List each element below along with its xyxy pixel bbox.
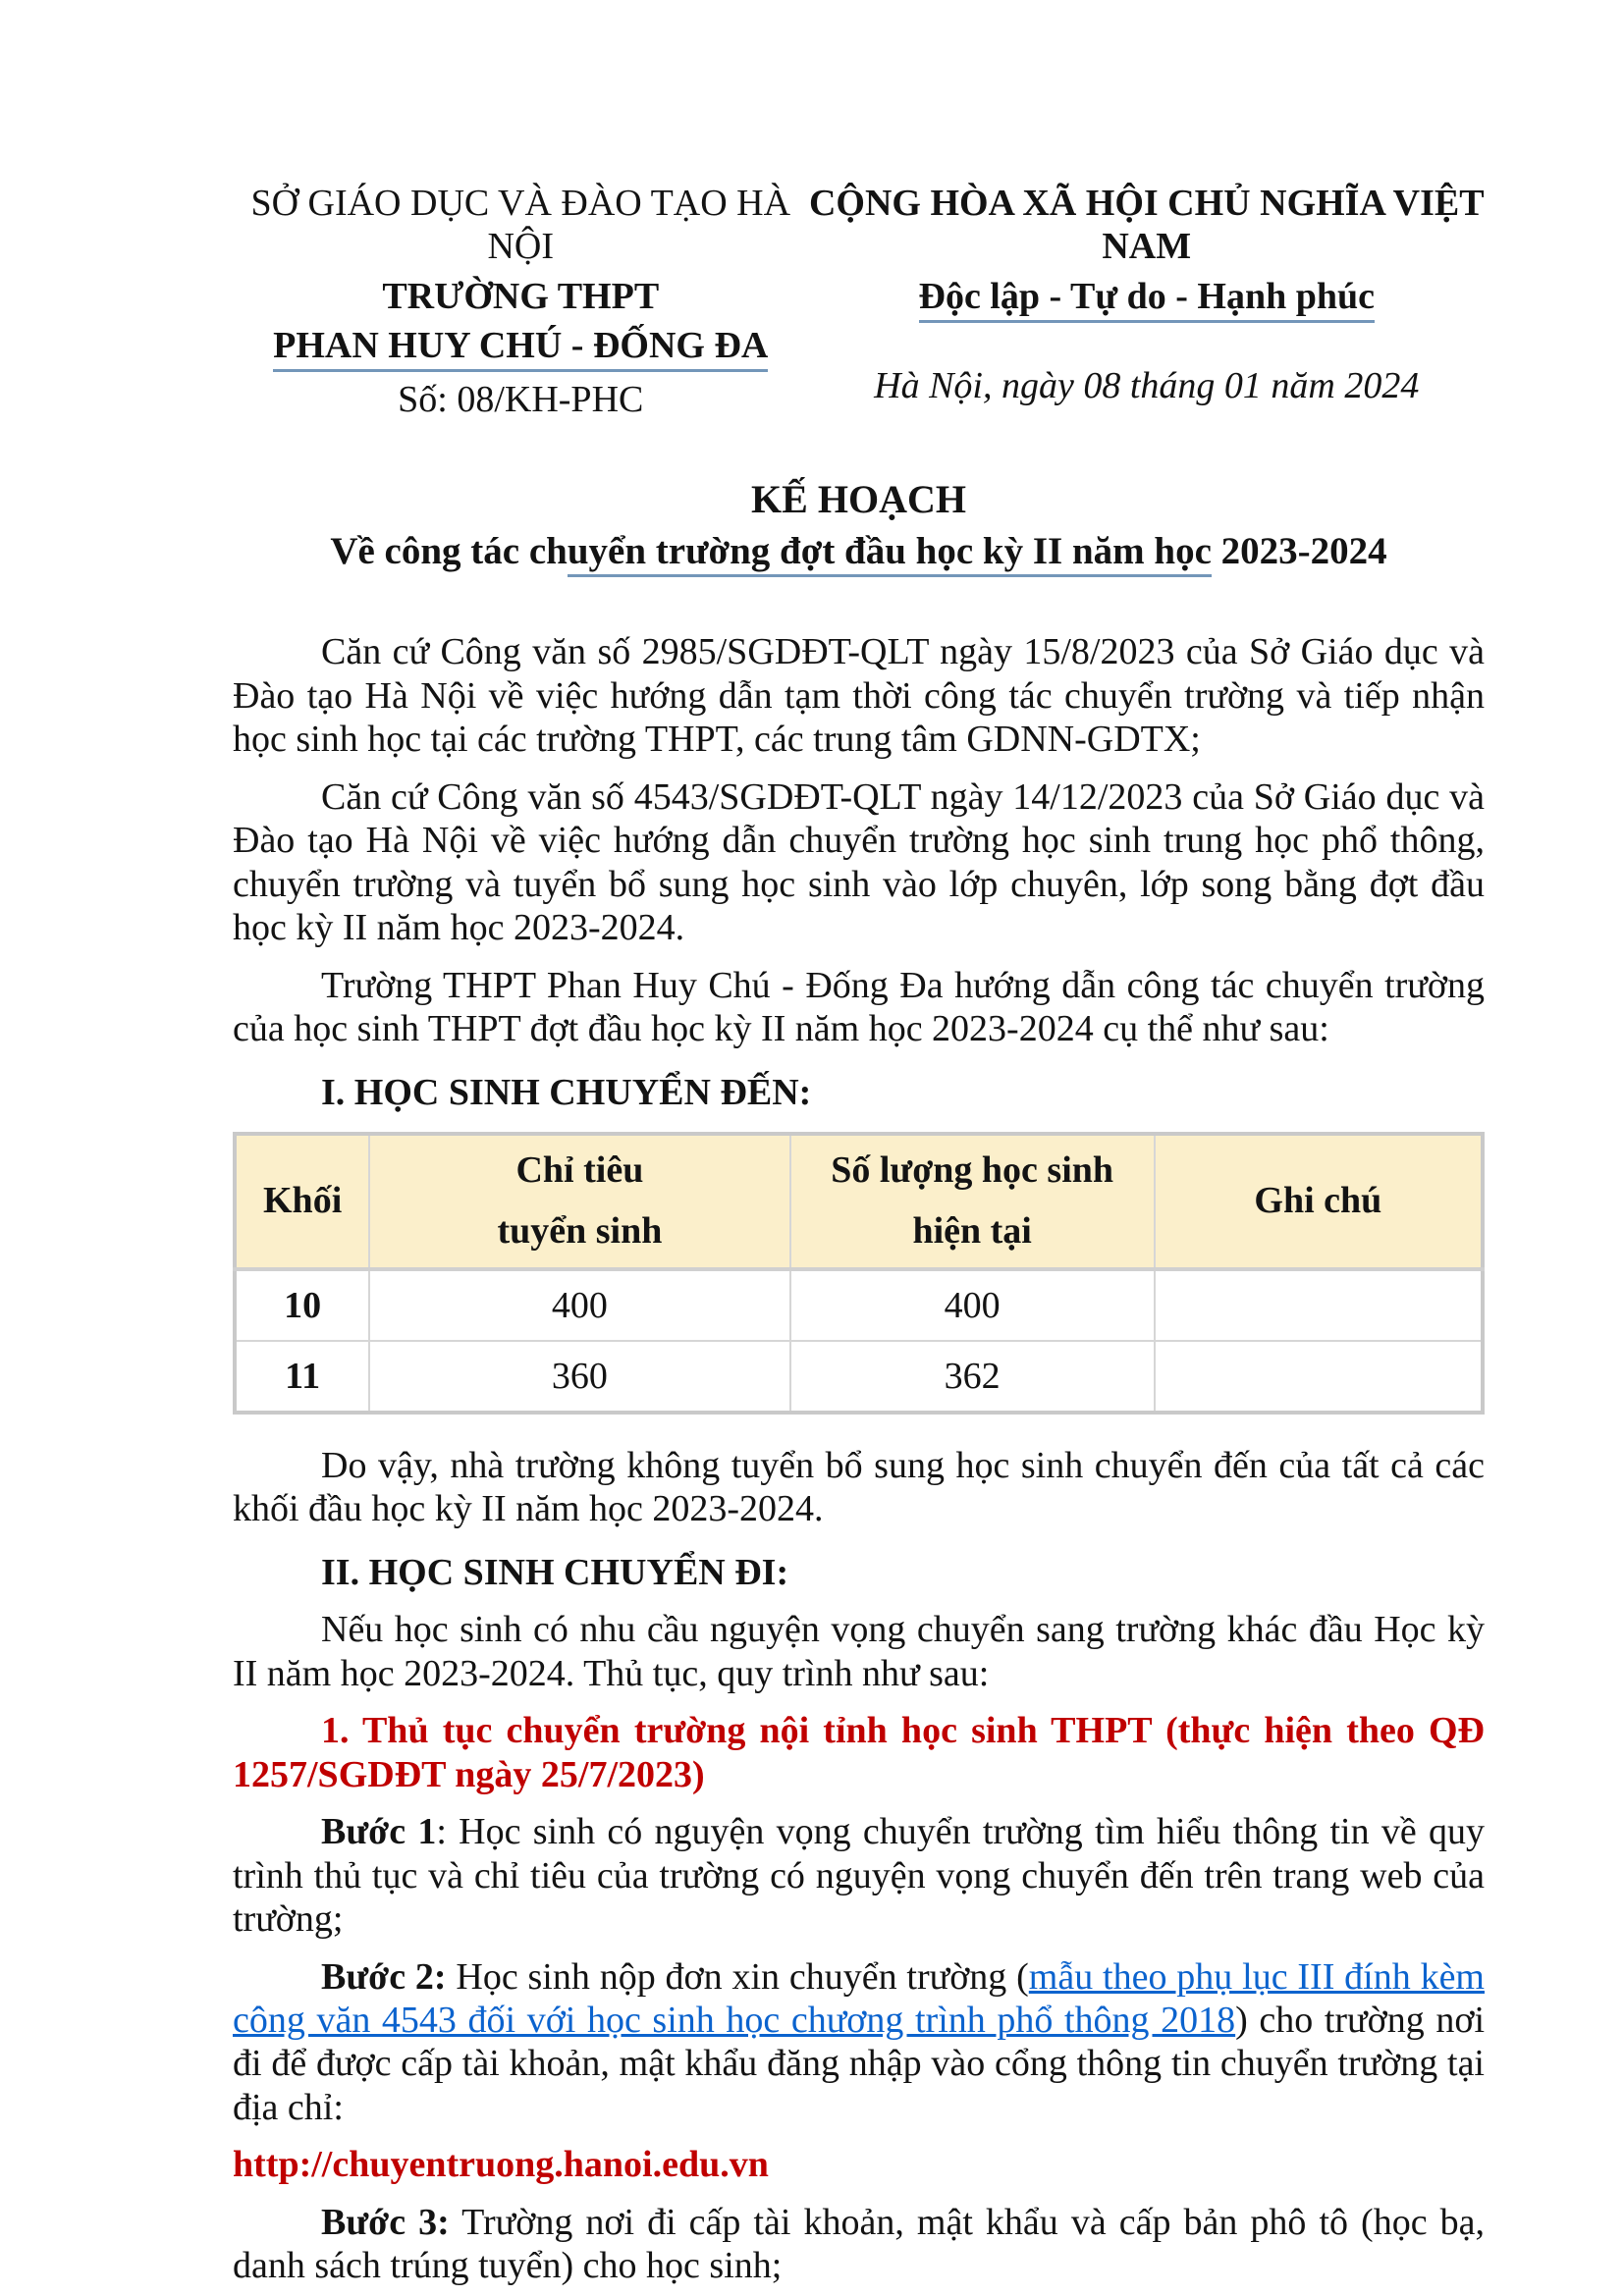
document-title: KẾ HOẠCH	[751, 476, 966, 521]
header-quota-line2: tuyển sinh	[497, 1209, 663, 1252]
step-2-text-post: ) cho trường nơi đi để được cấp tài khoản, mật khẩu đăng nhập vào cổng thông tin chuyển trường tại địa chỉ:	[233, 1999, 1486, 2128]
subsection-heading-transfer-procedure: 1. Thủ tục chuyển trường nội tỉnh học sinh THPT (thực hiện theo QĐ 1257/SGDĐT ngày 25/7/2023)	[233, 1710, 1485, 1795]
cell-current-count: 362	[790, 1341, 1155, 1413]
national-title: CỘNG HÒA XÃ HỘI CHỦ NGHĨA VIỆT NAM	[808, 183, 1485, 268]
subtitle-underlined: uyển trường đợt đầu học kỳ II năm học	[568, 532, 1212, 578]
document-number: Số: 08/KH-PHC	[398, 379, 644, 421]
cell-note	[1155, 1269, 1483, 1341]
school-type: TRƯỜNG THPT	[382, 275, 660, 317]
enrollment-table	[233, 1132, 1485, 1415]
header-current-line1: Số lượng học sinh	[831, 1149, 1114, 1192]
subtitle-pre: Về công tác ch	[330, 529, 568, 572]
step-1-text: : Học sinh có nguyện vọng chuyển trường tìm hiểu thông tin về quy trình thủ tục và chỉ tiêu của trường có nguyện vọng chuyển đến trên trang web của trường;	[233, 1811, 1485, 1941]
step-1-label: Bước 1	[321, 1811, 437, 1853]
table-header-row	[235, 1134, 1483, 1269]
section-heading-incoming-students: I. HỌC SINH CHUYỂN ĐẾN:	[321, 1071, 812, 1113]
table-header-quota	[369, 1134, 789, 1269]
table-header-current-count	[790, 1134, 1155, 1269]
national-motto-block	[809, 182, 1486, 428]
national-motto	[809, 275, 1486, 323]
transfer-portal-url-line	[233, 2143, 1485, 2186]
cell-quota: 400	[369, 1269, 789, 1341]
org-parent-name: SỞ GIÁO DỤC VÀ ĐÀO TẠO HÀ NỘI	[250, 183, 791, 268]
header-quota-line1: Chỉ tiêu	[515, 1149, 644, 1192]
subtitle-post: 2023-2024	[1211, 529, 1387, 572]
school-name-text: PHAN HUY CHÚ - ĐỐNG ĐA	[273, 327, 768, 372]
step-3-text: Trường nơi đi cấp tài khoản, mật khẩu và cấp bản phô tô (học bạ, danh sách trúng tuyển) cho học sinh;	[233, 2201, 1485, 2287]
paragraph-introduction: Trường THPT Phan Huy Chú - Đống Đa hướng dẫn công tác chuyển trường của học sinh THPT đợt đầu học kỳ II năm học 2023-2024 cụ thể như sau:	[233, 964, 1485, 1050]
section-heading-outgoing-students: II. HỌC SINH CHUYỂN ĐI:	[321, 1551, 789, 1593]
step-2-label: Bước 2:	[321, 1955, 447, 1998]
header-current-line2: hiện tại	[912, 1209, 1032, 1252]
document-subtitle	[233, 529, 1485, 578]
school-name	[233, 324, 809, 372]
document-header	[233, 182, 1485, 428]
table-header-note	[1155, 1134, 1483, 1269]
paragraph-step-3	[233, 2201, 1485, 2288]
appendix-form-link[interactable]: mẫu theo phụ lục III đính kèm công văn 4543 đối với học sinh học chương trình phổ thông 2018	[233, 1955, 1485, 2041]
header-grade-text: Khối	[263, 1180, 343, 1222]
cell-note	[1155, 1341, 1483, 1413]
paragraph-step-2	[233, 1955, 1485, 2130]
paragraph-no-additional-admission: Do vậy, nhà trường không tuyển bổ sung học sinh chuyển đến của tất cả các khối đầu học kỳ II năm học 2023-2024.	[233, 1444, 1485, 1530]
paragraph-outgoing-intro: Nếu học sinh có nhu cầu nguyện vọng chuyển sang trường khác đầu Học kỳ II năm học 2023-2024. Thủ tục, quy trình như sau:	[233, 1609, 1485, 1694]
national-motto-text: Độc lập - Tự do - Hạnh phúc	[919, 278, 1376, 323]
cell-grade: 11	[235, 1341, 369, 1413]
cell-quota: 360	[369, 1341, 789, 1413]
table-header-grade	[235, 1134, 369, 1269]
paragraph-step-1	[233, 1810, 1485, 1941]
paragraph-legal-basis-1: Căn cứ Công văn số 2985/SGDĐT-QLT ngày 15/8/2023 của Sở Giáo dục và Đào tạo Hà Nội về việc hướng dẫn tạm thời công tác chuyển trường và tiếp nhận học sinh học tại các trường THPT, các trung tâm GDNN-GDTX;	[233, 631, 1485, 761]
step-2-text-pre: Học sinh nộp đơn xin chuyển trường (	[446, 1955, 1029, 1998]
header-note-text: Ghi chú	[1254, 1180, 1382, 1222]
table-row-grade-10	[235, 1269, 1483, 1341]
cell-current-count: 400	[790, 1269, 1155, 1341]
place-date-line: Hà Nội, ngày 08 tháng 01 năm 2024	[874, 364, 1420, 406]
transfer-portal-url-link[interactable]: http://chuyentruong.hanoi.edu.vn	[233, 2144, 769, 2186]
table-row-grade-11	[235, 1341, 1483, 1413]
issuing-org-block	[233, 182, 809, 428]
cell-grade: 10	[235, 1269, 369, 1341]
step-3-label: Bước 3:	[321, 2201, 450, 2243]
paragraph-legal-basis-2: Căn cứ Công văn số 4543/SGDĐT-QLT ngày 14/12/2023 của Sở Giáo dục và Đào tạo Hà Nội về việc hướng dẫn chuyển trường học sinh trung học phổ thông, chuyển trường và tuyển bổ sung học sinh vào lớp chuyên, lớp song bằng đợt đầu học kỳ II năm học 2023-2024.	[233, 775, 1485, 949]
